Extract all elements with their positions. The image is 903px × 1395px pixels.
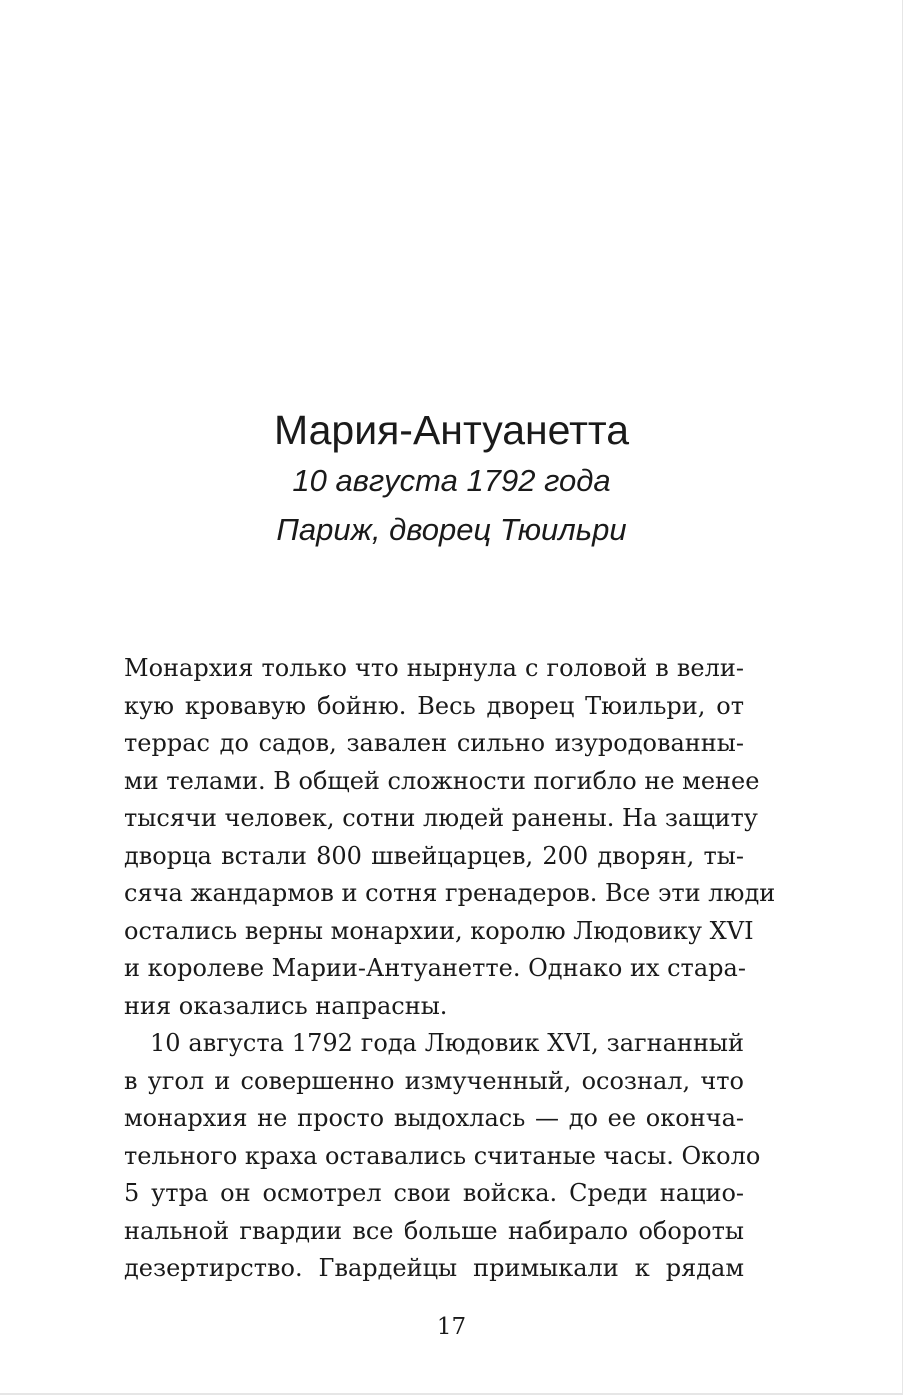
chapter-place: Париж, дворец Тюильри	[276, 512, 627, 547]
chapter-date: 10 августа 1792 года	[292, 463, 611, 498]
text-line: нальной гвардии все больше набирало обороты	[124, 1216, 744, 1245]
text-line: 5 утра он осмотрел свои войска. Среди нацио-	[124, 1179, 744, 1207]
text-line: монархия не просто выдохлась — до ее оконча-	[124, 1104, 744, 1132]
text-line: дезертирство. Гвардейцы примыкали к рядам	[124, 1254, 744, 1282]
chapter-title: Мария-Антуанетта	[273, 407, 630, 453]
text-line: 10 августа 1792 года Людовик XVI, загнанный	[150, 1029, 744, 1057]
body-text	[124, 650, 776, 1288]
text-line: ми телами. В общей сложности погибло не менее	[124, 766, 760, 795]
text-line: Монархия только что нырнула с головой в вели-	[124, 654, 744, 682]
text-line: тысячи человек, сотни людей ранены. На защиту	[124, 804, 758, 832]
text-line: дворца встали 800 швейцарцев, 200 дворян, ты-	[124, 841, 744, 870]
text-line: террас до садов, завален сильно изуродованны-	[124, 729, 744, 757]
text-line: остались верны монархии, королю Людовику XVI	[124, 916, 754, 945]
text-line: в угол и совершенно измученный, осознал, что	[124, 1066, 744, 1095]
text-line: и королеве Марии-Антуанетте. Однако их стара-	[124, 954, 746, 982]
text-line: сяча жандармов и сотня гренадеров. Все эти люди	[124, 879, 776, 907]
text-line: тельного краха оставались считаные часы. Около	[124, 1141, 761, 1170]
page-number: 17	[436, 1314, 467, 1340]
text-line: ния оказались напрасны.	[124, 991, 448, 1020]
text-line: кую кровавую бойню. Весь дворец Тюильри, от	[124, 691, 744, 720]
